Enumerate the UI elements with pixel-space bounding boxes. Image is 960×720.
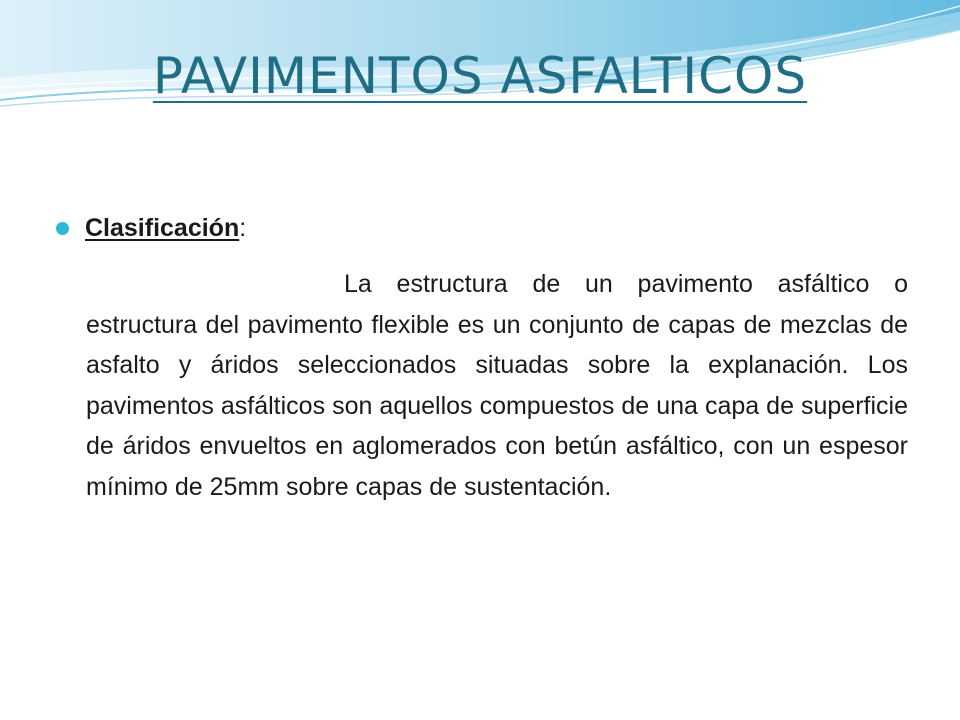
bullet-heading <box>85 210 246 246</box>
bullet-dot-icon <box>56 222 69 235</box>
slide-title: PAVIMENTOS ASFALTICOS <box>152 47 808 105</box>
body-paragraph: La estructura de un pavimento asfáltico o estructura del pavimento flexible es un conjunto de capas de mezclas de asfalto y áridos seleccionados situadas sobre la explanación. Los pavimentos asfálticos son aquellos compuestos de una capa de superficie de áridos envueltos en aglomerados con betún asfáltico, con un espesor mínimo de 25mm sobre capas de sustentación. <box>86 270 908 501</box>
bullet-term: Clasificación <box>85 214 240 242</box>
bullet-item <box>56 210 246 246</box>
bullet-punctuation: : <box>239 214 247 242</box>
